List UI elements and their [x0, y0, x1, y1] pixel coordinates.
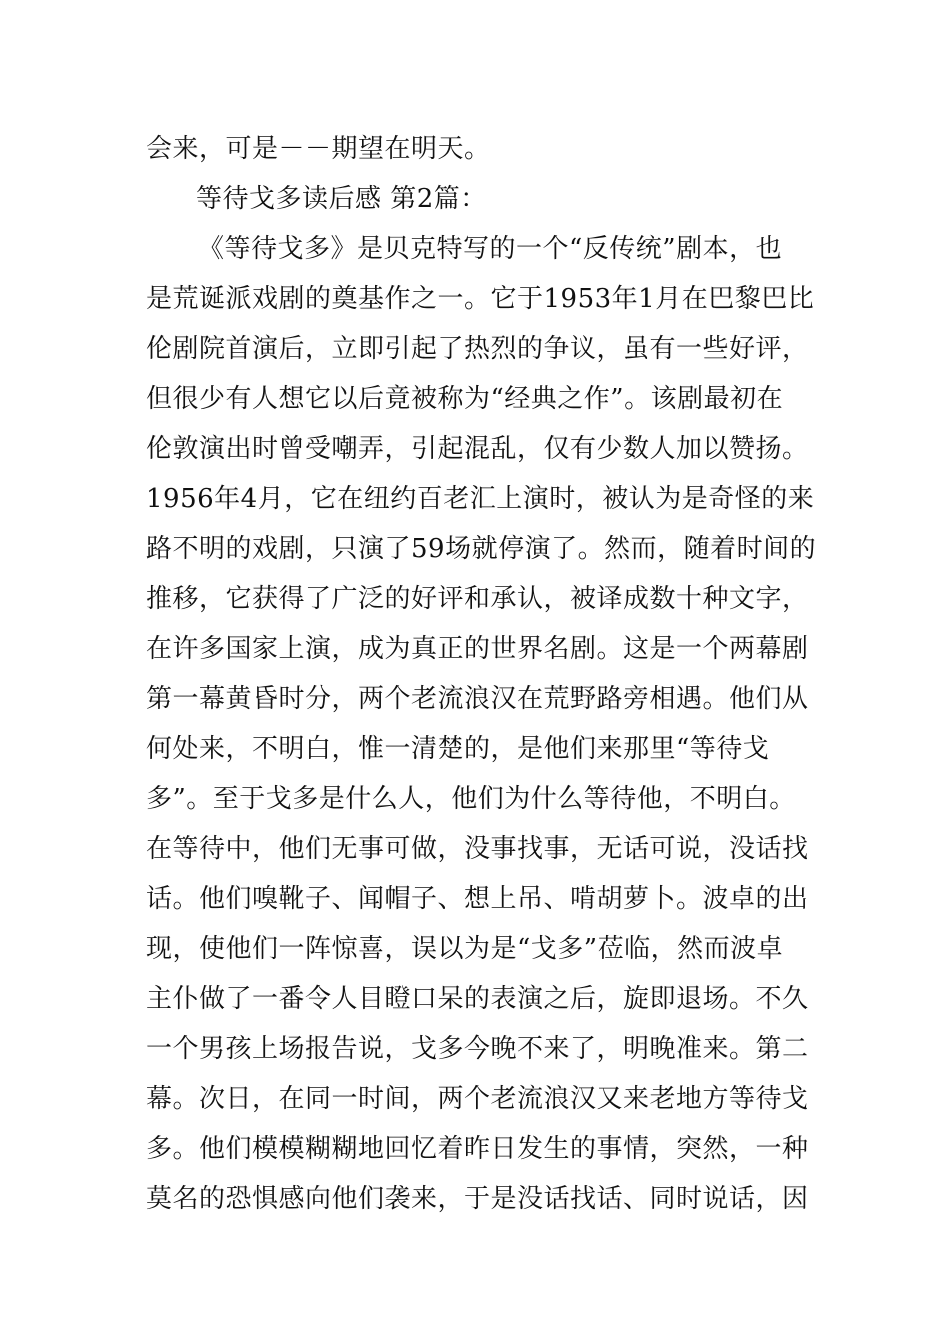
text-line: 何处来，不明白，惟一清楚的，是他们来那里“等待戈: [146, 734, 770, 764]
text-line: 《等待戈多》是贝克特写的一个“反传统”剧本，也: [198, 234, 783, 264]
text-line: 在许多国家上演，成为真正的世界名剧。这是一个两幕剧: [146, 634, 809, 664]
text-line: 幕。次日，在同一时间，两个老流浪汉又来老地方等待戈: [146, 1084, 809, 1114]
text-line: 多”。至于戈多是什么人，他们为什么等待他，不明白。: [146, 784, 796, 814]
text-line: 第一幕黄昏时分，两个老流浪汉在荒野路旁相遇。他们从: [146, 684, 809, 714]
text-line: 1956年4月，它在纽约百老汇上演时，被认为是奇怪的来: [146, 484, 815, 514]
text-line: 但很少有人想它以后竟被称为“经典之作”。该剧最初在: [146, 384, 784, 414]
text-line: 多。他们模模糊糊地回忆着昨日发生的事情，突然，一种: [146, 1134, 809, 1164]
text-line: 话。他们嗅靴子、闻帽子、想上吊、啃胡萝卜。波卓的出: [146, 884, 809, 914]
text-line: 推移，它获得了广泛的好评和承认，被译成数十种文字，: [146, 584, 809, 614]
text-line: 主仆做了一番令人目瞪口呆的表演之后，旋即退场。不久: [146, 984, 809, 1014]
text-line: 会来，可是－－期望在明天。: [146, 134, 491, 164]
text-line: 是荒诞派戏剧的奠基作之一。它于1953年1月在巴黎巴比: [146, 284, 815, 314]
text-line: 莫名的恐惧感向他们袭来，于是没话找话、同时说话，因: [146, 1184, 809, 1214]
text-line: 伦剧院首演后，立即引起了热烈的争议，虽有一些好评，: [146, 334, 809, 364]
text-line: 在等待中，他们无事可做，没事找事，无话可说，没话找: [146, 834, 809, 864]
text-line: 伦敦演出时曾受嘲弄，引起混乱，仅有少数人加以赞扬。: [146, 434, 809, 464]
text-line: 路不明的戏剧，只演了59场就停演了。然而，随着时间的: [146, 534, 817, 564]
text-line: 一个男孩上场报告说，戈多今晚不来了，明晚准来。第二: [146, 1034, 809, 1064]
text-line: 现，使他们一阵惊喜，误以为是“戈多”莅临，然而波卓: [146, 934, 784, 964]
section-heading: 等待戈多读后感 第2篇：: [196, 184, 487, 214]
